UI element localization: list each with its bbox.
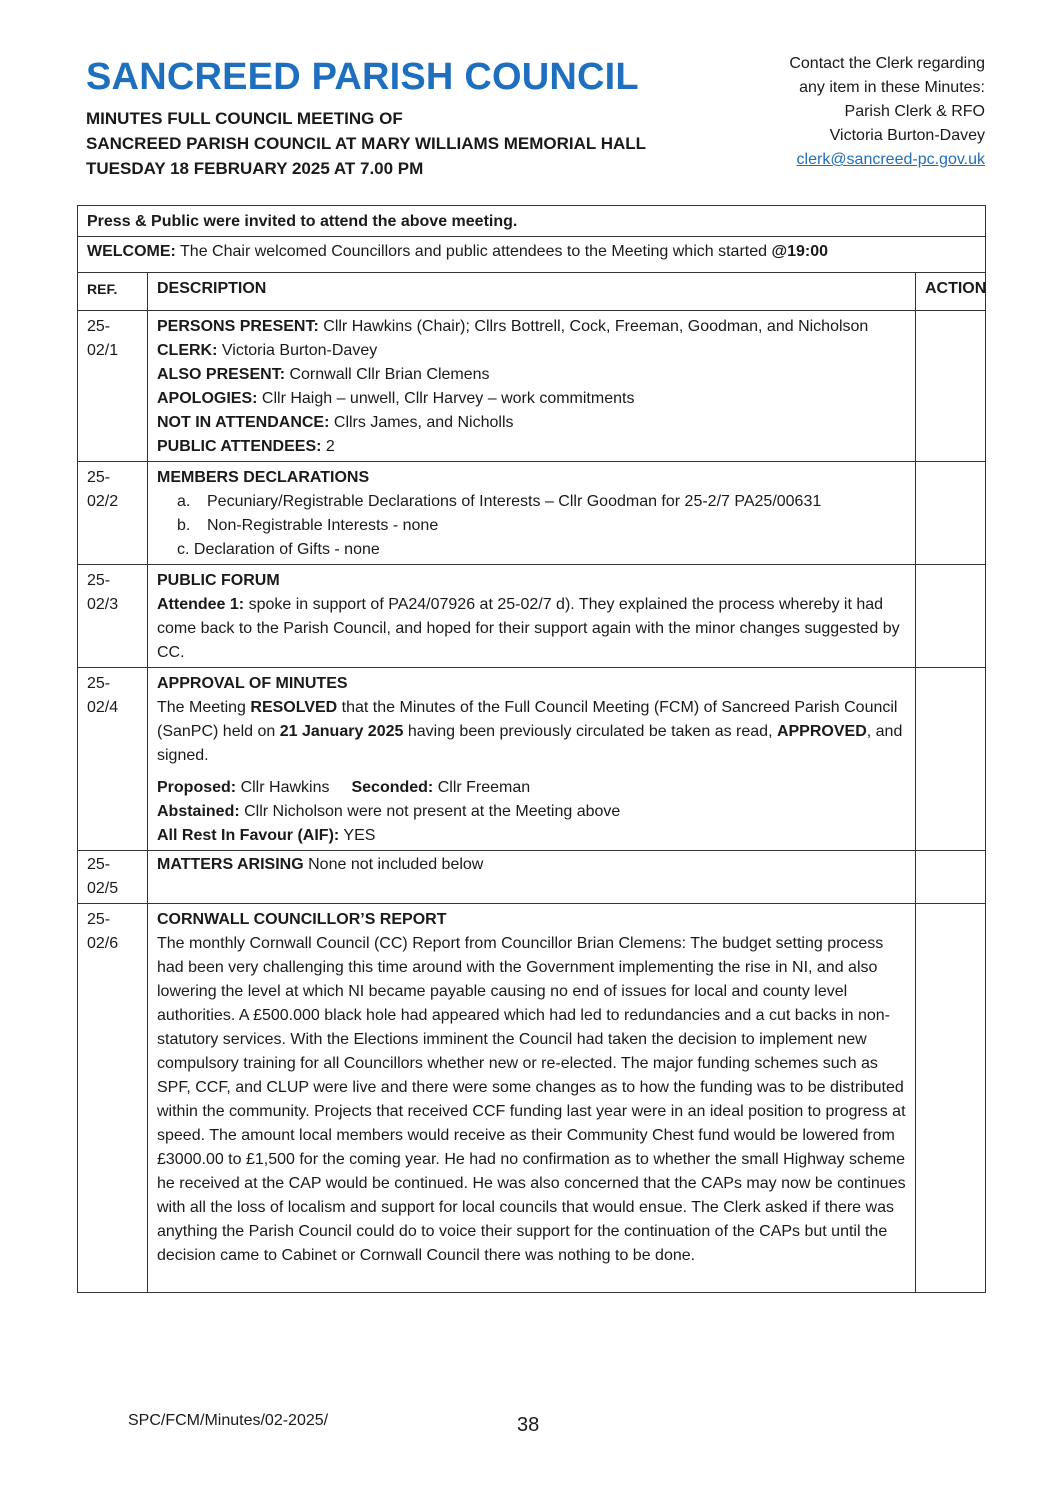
action-cell — [915, 311, 985, 462]
item-heading: MEMBERS DECLARATIONS — [157, 469, 370, 486]
aif-label: All Rest In Favour (AIF): — [157, 827, 340, 844]
aif-text: YES — [339, 827, 376, 844]
col-ref-label: REF. — [87, 281, 118, 297]
persons-present-label: PERSONS PRESENT: — [157, 318, 319, 335]
public-attendees-label: PUBLIC ATTENDEES: — [157, 438, 322, 455]
minutes-table-wrapper — [77, 205, 986, 1293]
description-cell — [148, 904, 916, 1293]
text-run: RESOLVED — [250, 699, 338, 716]
document-reference: SPC/FCM/Minutes/02-2025/ — [128, 1412, 329, 1429]
ref-cell: 25-02/2 — [78, 462, 148, 565]
abstained — [157, 800, 906, 824]
minutes-row — [78, 565, 986, 668]
item-heading: CORNWALL COUNCILLOR’S REPORT — [157, 911, 447, 928]
ref-cell: 25-02/3 — [78, 565, 148, 668]
list-item — [177, 514, 906, 538]
ref-cell: 25-02/1 — [78, 311, 148, 462]
action-cell — [915, 565, 985, 668]
minutes-row — [78, 851, 986, 904]
persons-present — [157, 315, 906, 339]
text-run: The Meeting — [157, 699, 251, 716]
ref-cell: 25-02/5 — [78, 851, 148, 904]
list-text: Non-Registrable Interests - none — [207, 517, 439, 534]
minutes-row — [78, 668, 986, 851]
subtitle-line: MINUTES FULL COUNCIL MEETING OF — [86, 109, 403, 128]
proposed-label: Proposed: — [157, 779, 237, 796]
clerk-contact — [789, 52, 985, 172]
welcome-row — [78, 237, 986, 273]
seconded-text: Cllr Freeman — [433, 779, 531, 796]
not-in-attendance-text: Cllrs James, and Nicholls — [329, 414, 514, 431]
col-ref-header — [78, 273, 148, 311]
list-marker: b. — [177, 517, 191, 534]
abstained-label: Abstained: — [157, 803, 240, 820]
press-row — [78, 206, 986, 237]
text-run: 21 January 2025 — [279, 723, 404, 740]
contact-line: any item in these Minutes: — [799, 79, 985, 96]
col-desc-header — [148, 273, 916, 311]
meeting-subtitle — [86, 106, 646, 181]
proposed-seconded — [157, 776, 906, 800]
declarations-list — [157, 490, 906, 538]
text-run: , and signed. — [157, 723, 903, 764]
matters-arising-text: None not included below — [303, 856, 484, 873]
header-row — [78, 273, 986, 311]
welcome-label: WELCOME: — [87, 243, 176, 260]
list-marker: a. — [177, 493, 191, 510]
minutes-row — [78, 904, 986, 1293]
seconded-label: Seconded: — [351, 779, 434, 796]
description-cell — [148, 311, 916, 462]
col-action-label: ACTION — [924, 280, 987, 297]
action-cell — [915, 668, 985, 851]
minutes-row — [78, 311, 986, 462]
not-in-attendance-label: NOT IN ATTENDANCE: — [157, 414, 330, 431]
action-cell — [915, 462, 985, 565]
ref-cell: 25-02/4 — [78, 668, 148, 851]
clerk-label: CLERK: — [157, 342, 218, 359]
welcome-time: @19:00 — [771, 243, 828, 260]
subtitle-line: TUESDAY 18 FEBRUARY 2025 AT 7.00 PM — [86, 159, 424, 178]
list-item — [177, 490, 906, 514]
list-text: Pecuniary/Registrable Declarations of Interests – Cllr Goodman for 25-2/7 PA25/00631 — [207, 493, 822, 510]
press-cell — [78, 206, 986, 237]
abstained-text: Cllr Nicholson were not present at the Meeting above — [239, 803, 621, 820]
contact-line: Victoria Burton-Davey — [829, 127, 985, 144]
contact-line: Parish Clerk & RFO — [844, 103, 985, 120]
apologies-text: Cllr Haigh – unwell, Cllr Harvey – work commitments — [257, 390, 635, 407]
contact-line: Contact the Clerk regarding — [789, 55, 985, 72]
text-run: having been previously circulated be taken as read, — [403, 723, 777, 740]
attendee-statement — [157, 593, 906, 665]
attendee-label: Attendee 1: — [157, 596, 245, 613]
apologies-label: APOLOGIES: — [157, 390, 258, 407]
action-cell — [915, 851, 985, 904]
col-desc-label: DESCRIPTION — [157, 280, 267, 297]
clerk-text: Victoria Burton-Davey — [217, 342, 378, 359]
col-action-header — [915, 273, 985, 311]
also-present-label: ALSO PRESENT: — [157, 366, 286, 383]
description-cell — [148, 851, 916, 904]
also-present-text: Cornwall Cllr Brian Clemens — [285, 366, 490, 383]
all-in-favour — [157, 824, 906, 848]
council-title: SANCREED PARISH COUNCIL — [86, 56, 639, 98]
action-cell — [915, 904, 985, 1293]
text-run: APPROVED — [776, 723, 867, 740]
not-in-attendance — [157, 411, 906, 435]
item-heading: PUBLIC FORUM — [157, 572, 280, 589]
welcome-text: The Chair welcomed Councillors and public attendees to the Meeting which started — [175, 243, 772, 260]
description-cell — [148, 462, 916, 565]
also-present — [157, 363, 906, 387]
welcome-cell — [78, 237, 986, 273]
clerk-email-link[interactable]: clerk@sancreed-pc.gov.uk — [796, 151, 985, 168]
text-run: that the Minutes of the Full Council Meeting (FCM) of Sancreed Parish Council (SanPC) held on — [157, 699, 898, 740]
clerk-line — [157, 339, 906, 363]
attendee-text: spoke in support of PA24/07926 at 25-02/7 d). They explained the process whereby it had come back to the Parish Council, and hoped for their support again with the minor changes suggested by CC. — [157, 596, 900, 661]
ref-cell: 25-02/6 — [78, 904, 148, 1293]
persons-present-text: Cllr Hawkins (Chair); Cllrs Bottrell, Cock, Freeman, Goodman, and Nicholson — [318, 318, 869, 335]
minutes-table — [77, 205, 986, 1293]
councillor-report-text: The monthly Cornwall Council (CC) Report from Councillor Brian Clemens: The budget setting process had been very challenging this time around with the Government implementing the rise in NI, and also lowering the level at which NI became payable causing no end of issues for local and county level authorities. A £500.000 black hole had appeared which had led to redundancies and a cut backs in non-statutory services. With the Elections imminent the Council had taken the decision to implement new compulsory training for all Councillors whether new or re-elected. The major funding schemes such as SPF, CCF, and CLUP were live and there were some changes as to how the funding was to be distributed within the community. Projects that received CCF funding last year were in an ideal position to progress at speed. The amount local members would receive as their Community Chest fund would be lowered from £3000.00 to £1,500 for the coming year. He had no confirmation as to whether the small Highway scheme he received at the CAP would be continued. He was also concerned that the CAPs may now be continues with all the loss of localism and support for local councils that would ensue. The Clerk asked if there was anything the Parish Council could do to voice their support for the continuation of the CAPs but until the decision came to Cabinet or Cornwall Council there was nothing to be done. — [157, 935, 906, 1264]
proposed-text: Cllr Hawkins — [236, 779, 330, 796]
press-text: Press & Public were invited to attend the above meeting. — [87, 213, 518, 230]
item-heading: APPROVAL OF MINUTES — [157, 675, 348, 692]
minutes-row — [78, 462, 986, 565]
public-attendees-text: 2 — [321, 438, 335, 455]
public-attendees — [157, 435, 906, 459]
item-heading: MATTERS ARISING — [157, 856, 304, 873]
page-number: 38 — [517, 1414, 540, 1436]
description-cell — [148, 668, 916, 851]
gifts-declaration: c. Declaration of Gifts - none — [177, 541, 380, 558]
subtitle-line: SANCREED PARISH COUNCIL AT MARY WILLIAMS MEMORIAL HALL — [86, 134, 647, 153]
description-cell — [148, 565, 916, 668]
resolution-text — [157, 696, 906, 768]
apologies — [157, 387, 906, 411]
